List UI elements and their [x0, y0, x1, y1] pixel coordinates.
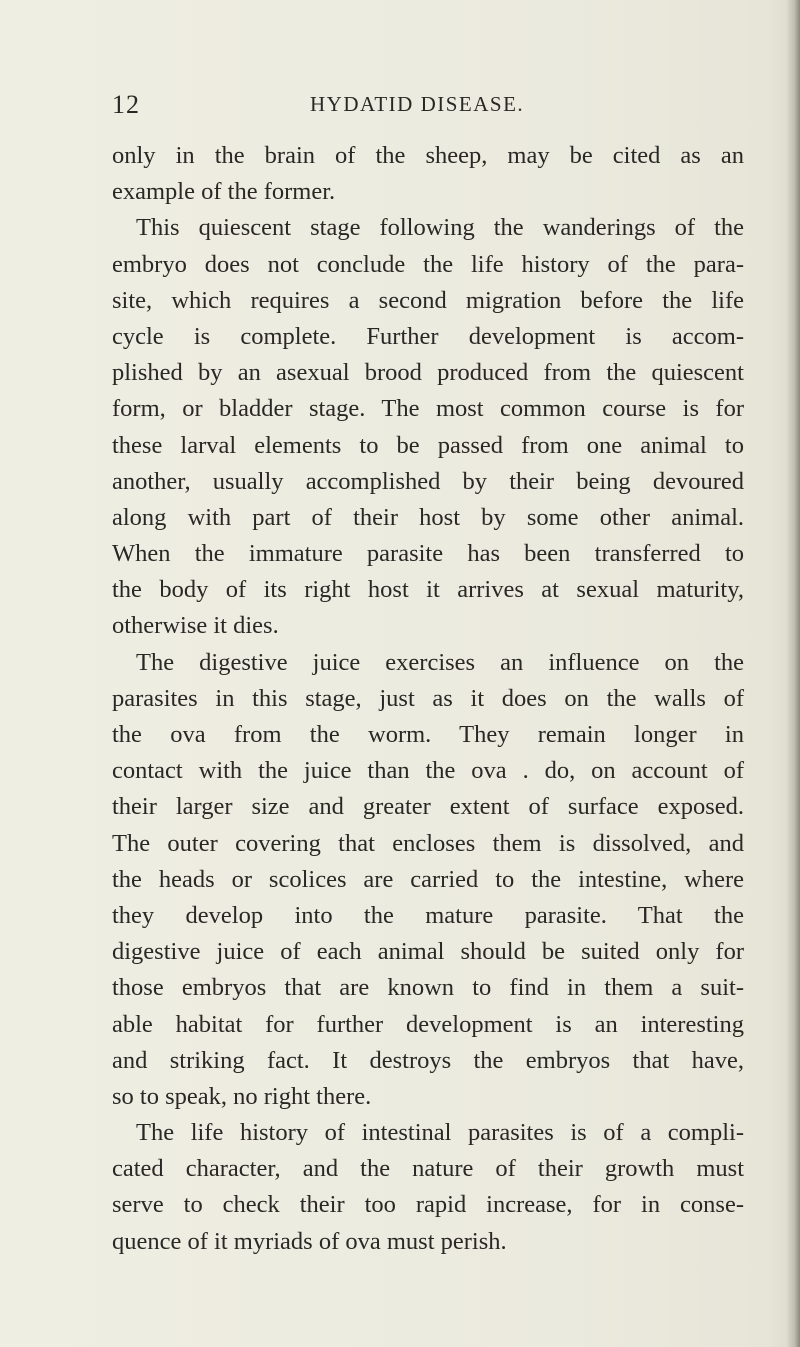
text-line: cated character, and the nature of their growth must [112, 1155, 744, 1183]
running-head: HYDATID DISEASE. [310, 92, 525, 116]
text-line: so to speak, no right there. [112, 1082, 372, 1110]
text-line: parasites in this stage, just as it does on the walls of [112, 684, 744, 712]
text-line: form, or bladder stage. The most common course is for [112, 395, 744, 423]
page-number: 12 [112, 90, 140, 119]
text-line: embryo does not conclude the life history of the para- [112, 250, 744, 278]
text-line: those embryos that are known to find in them a suit- [112, 974, 744, 1002]
text-line: the heads or scolices are carried to the intestine, where [112, 865, 744, 893]
text-line: digestive juice of each animal should be suited only for [112, 938, 744, 966]
text-line: these larval elements to be passed from one animal to [112, 431, 744, 459]
text-line: only in the brain of the sheep, may be cited as an [112, 142, 744, 169]
page-edge-shadow [786, 0, 800, 1347]
text-line: their larger size and greater extent of surface exposed. [112, 793, 744, 821]
text-line: site, which requires a second migration before the life [112, 286, 744, 314]
text-line: otherwise it dies. [112, 612, 279, 640]
text-line: another, usually accomplished by their being devoured [112, 467, 744, 495]
text-line: The outer covering that encloses them is dissolved, and [112, 829, 744, 857]
text-line: When the immature parasite has been transferred to [112, 540, 744, 568]
text-line: quence of it myriads of ova must perish. [112, 1227, 507, 1255]
text-line: along with part of their host by some other animal. [112, 503, 744, 531]
body-text [112, 138, 744, 1260]
text-line: example of the former. [112, 178, 336, 206]
paragraph-start-line: This quiescent stage following the wanderings of the [136, 214, 744, 242]
text-line: cycle is complete. Further development is accom- [112, 322, 744, 350]
text-line: serve to check their too rapid increase, for in conse- [112, 1191, 744, 1219]
text-line: plished by an asexual brood produced from the quiescent [112, 359, 744, 387]
text-line: contact with the juice than the ova . do, on account of [112, 757, 744, 785]
paragraph-start-line: The digestive juice exercises an influence on the [136, 648, 744, 676]
paragraph-start-line: The life history of intestinal parasites is of a compli- [136, 1119, 744, 1147]
text-line: able habitat for further development is an interesting [112, 1010, 744, 1038]
text-line: and striking fact. It destroys the embryos that have, [112, 1046, 744, 1074]
page-header [112, 90, 740, 124]
text-line: the body of its right host it arrives at sexual maturity, [112, 576, 744, 604]
text-line: they develop into the mature parasite. That the [112, 901, 744, 929]
text-line: the ova from the worm. They remain longer in [112, 721, 744, 748]
